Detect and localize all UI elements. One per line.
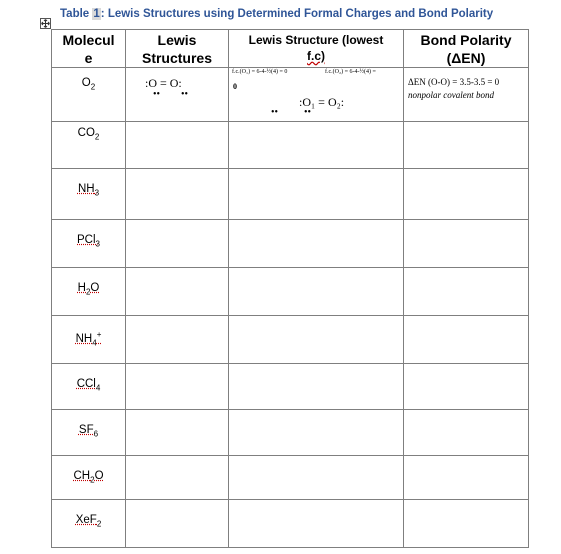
bond-polarity-cell[interactable] bbox=[404, 268, 529, 316]
lewis-structure-cell[interactable] bbox=[126, 500, 229, 548]
lowest-fc-cell[interactable] bbox=[229, 68, 404, 122]
molecule-subscript: 2 bbox=[96, 519, 102, 529]
molecule-formula: CCl bbox=[76, 378, 96, 390]
bond-polarity-cell[interactable] bbox=[404, 220, 529, 268]
lowest-fc-cell[interactable] bbox=[229, 316, 404, 364]
lewis-structure-cell[interactable] bbox=[126, 268, 229, 316]
lewis-structure-cell[interactable] bbox=[126, 122, 229, 169]
molecule-cell bbox=[52, 316, 126, 364]
molecule-formula: O bbox=[81, 77, 91, 89]
bond-polarity-type: nonpolar covalent bond bbox=[408, 90, 494, 100]
header-row bbox=[52, 30, 529, 68]
lewis-structure-cell[interactable] bbox=[126, 456, 229, 500]
molecule-subscript: 3 bbox=[95, 239, 100, 249]
o2-lowest-fc-structure: :O₁ = O₂: bbox=[299, 95, 345, 109]
header-bond-polarity bbox=[404, 30, 529, 68]
bond-polarity-calc: ΔEN (O-O) = 3.5-3.5 = 0 bbox=[408, 77, 500, 87]
header-lewis-line2: Structures bbox=[141, 49, 213, 66]
bond-polarity-cell[interactable] bbox=[404, 68, 529, 122]
molecule-cell bbox=[52, 364, 126, 410]
molecule-formula: XeF bbox=[75, 514, 97, 526]
header-lewis-structures bbox=[126, 30, 229, 68]
molecule-formula: SF bbox=[78, 424, 94, 436]
lone-pair-dots: •• bbox=[271, 107, 279, 118]
caption-prefix: Table bbox=[60, 8, 93, 20]
header-molecule-line1: Molecul bbox=[62, 31, 115, 48]
molecule-formula: NH bbox=[77, 183, 95, 195]
table-row bbox=[52, 169, 529, 220]
molecule-formula-rest: O bbox=[90, 282, 100, 294]
lowest-fc-cell[interactable] bbox=[229, 122, 404, 169]
lewis-structure-cell[interactable] bbox=[126, 364, 229, 410]
table-caption bbox=[60, 8, 493, 20]
header-lowest-line2: f.c) bbox=[307, 49, 325, 63]
o2-lewis-structure: :O = O: bbox=[145, 76, 182, 90]
molecule-cell bbox=[52, 500, 126, 548]
molecule-cell bbox=[52, 268, 126, 316]
lewis-structure-cell[interactable] bbox=[126, 316, 229, 364]
caption-number: 1 bbox=[93, 8, 100, 20]
formal-charge-o1: f.c.(O₁) = 6-4-½(4) = 0 bbox=[232, 69, 288, 75]
bond-polarity-cell[interactable] bbox=[404, 500, 529, 548]
bond-polarity-cell[interactable] bbox=[404, 122, 529, 169]
molecule-subscript: 2 bbox=[85, 287, 91, 297]
molecule-subscript: 2 bbox=[94, 132, 100, 142]
molecule-subscript: 3 bbox=[94, 188, 100, 198]
lowest-fc-cell[interactable] bbox=[229, 500, 404, 548]
lowest-fc-cell[interactable] bbox=[229, 364, 404, 410]
lowest-fc-cell[interactable] bbox=[229, 410, 404, 456]
header-lewis-line1: Lewis bbox=[157, 31, 197, 48]
table-row bbox=[52, 316, 529, 364]
molecule-formula-rest: O bbox=[94, 470, 104, 482]
header-molecule-line2: e bbox=[84, 49, 93, 66]
molecule-subscript: 6 bbox=[93, 429, 99, 439]
bond-polarity-cell[interactable] bbox=[404, 456, 529, 500]
molecule-subscript: 4 bbox=[95, 383, 101, 393]
bond-polarity-cell[interactable] bbox=[404, 316, 529, 364]
lewis-structures-table bbox=[51, 29, 529, 548]
molecule-formula: PCl bbox=[77, 234, 96, 246]
molecule-formula: CO bbox=[77, 127, 95, 139]
molecule-formula: NH bbox=[75, 332, 93, 345]
table-row bbox=[52, 410, 529, 456]
molecule-cell bbox=[52, 169, 126, 220]
molecule-subscript: 4 bbox=[92, 338, 97, 348]
lewis-structure-cell[interactable] bbox=[126, 169, 229, 220]
lewis-structure-cell[interactable] bbox=[126, 410, 229, 456]
formal-charge-o2-value: 0 bbox=[233, 82, 237, 91]
lone-pair-dots: •• bbox=[304, 107, 312, 118]
molecule-formula: H bbox=[77, 282, 86, 294]
molecule-cell bbox=[52, 456, 126, 500]
header-molecule bbox=[52, 30, 126, 68]
bond-polarity-cell[interactable] bbox=[404, 169, 529, 220]
bond-polarity-cell[interactable] bbox=[404, 410, 529, 456]
molecule-cell bbox=[52, 220, 126, 268]
lowest-fc-cell[interactable] bbox=[229, 169, 404, 220]
table-row bbox=[52, 122, 529, 169]
molecule-cell bbox=[52, 410, 126, 456]
header-polarity-line1: Bond Polarity bbox=[420, 31, 512, 48]
caption-text: : Lewis Structures using Determined Formal Charges and Bond Polarity bbox=[100, 8, 494, 20]
bond-polarity-cell[interactable] bbox=[404, 364, 529, 410]
lewis-structure-cell[interactable] bbox=[126, 68, 229, 122]
lowest-fc-cell[interactable] bbox=[229, 456, 404, 500]
molecule-cell bbox=[52, 122, 126, 169]
lone-pair-dots: •• bbox=[181, 89, 189, 100]
table-row bbox=[52, 268, 529, 316]
lowest-fc-cell[interactable] bbox=[229, 268, 404, 316]
molecule-subscript: 2 bbox=[90, 475, 95, 485]
table-row bbox=[52, 220, 529, 268]
table-row bbox=[52, 500, 529, 548]
table-row bbox=[52, 68, 529, 122]
table-move-handle-icon[interactable] bbox=[40, 18, 51, 29]
molecule-charge: + bbox=[96, 330, 102, 339]
molecule-subscript: 2 bbox=[90, 82, 96, 92]
molecule-cell bbox=[52, 68, 126, 122]
header-lowest-fc bbox=[229, 30, 404, 68]
table-row bbox=[52, 456, 529, 500]
lone-pair-dots: •• bbox=[153, 89, 161, 100]
table-row bbox=[52, 364, 529, 410]
lowest-fc-cell[interactable] bbox=[229, 220, 404, 268]
header-lowest-line1: Lewis Structure (lowest bbox=[248, 33, 384, 47]
lewis-structure-cell[interactable] bbox=[126, 220, 229, 268]
formal-charge-o2: f.c.(O₂) = 6-4-½(4) = bbox=[325, 69, 376, 75]
molecule-formula: CH bbox=[73, 470, 91, 482]
header-polarity-line2: (ΔEN) bbox=[446, 49, 486, 66]
